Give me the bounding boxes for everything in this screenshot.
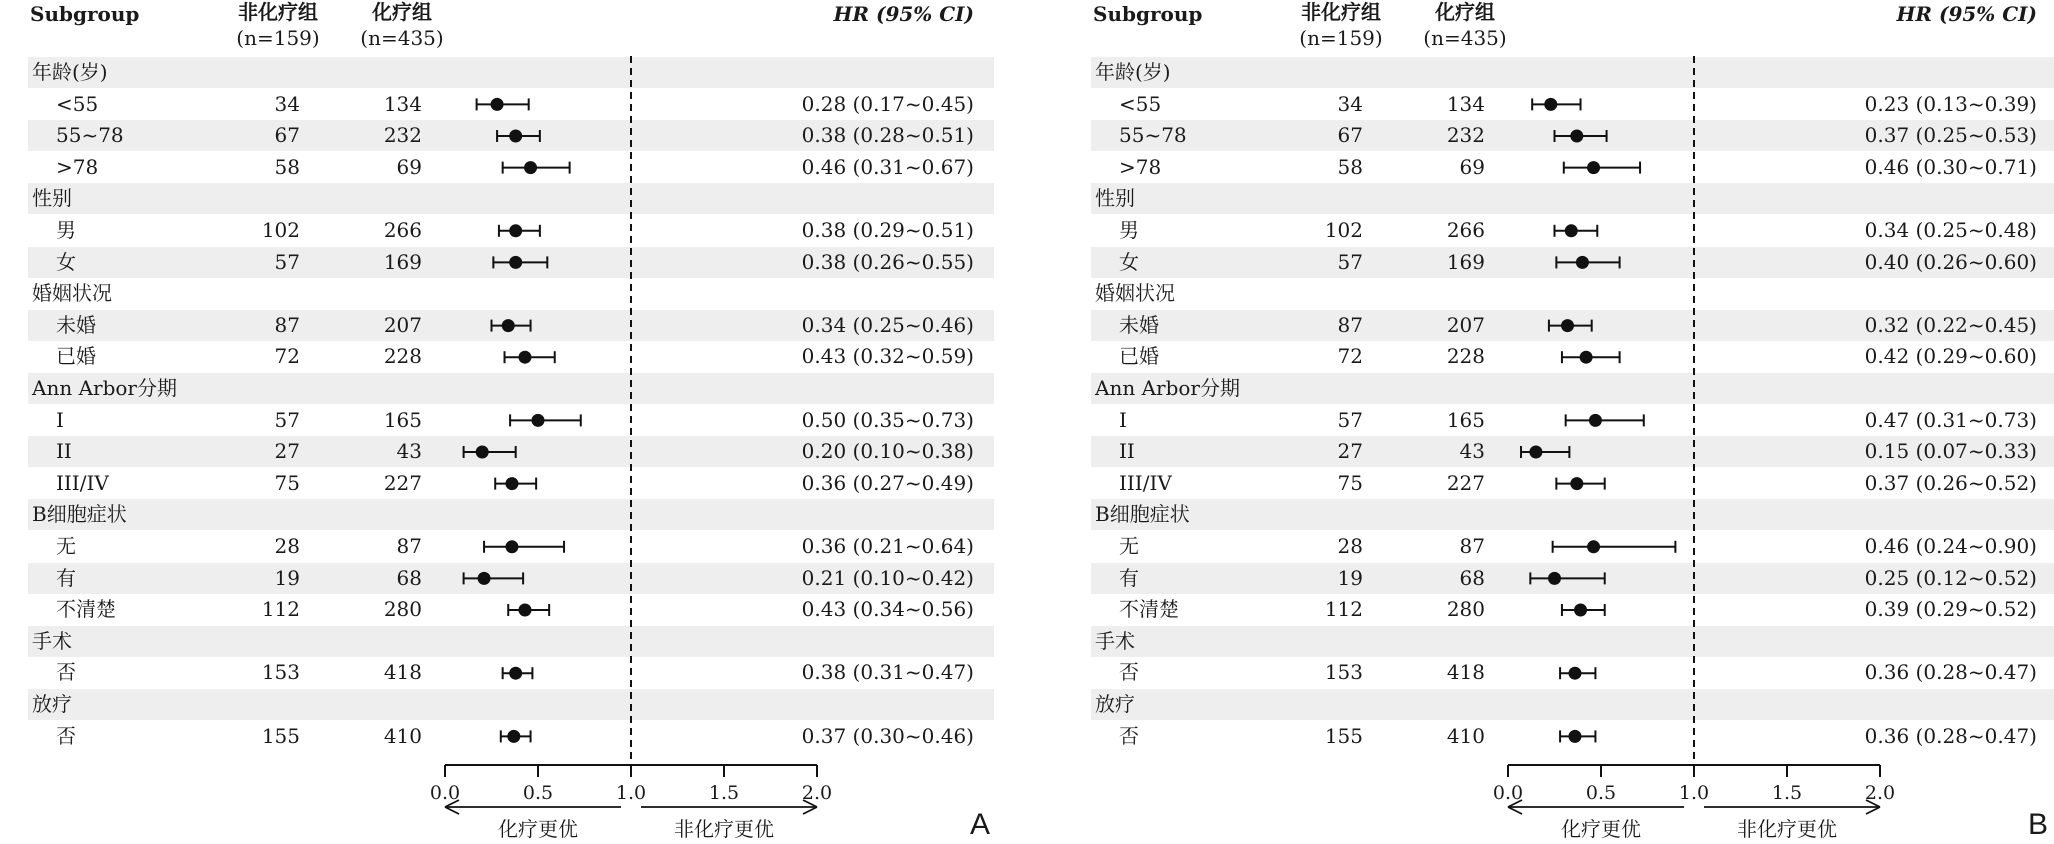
hr-ci-text: 0.40 (0.26~0.60) xyxy=(1864,249,2037,274)
hr-point xyxy=(1570,130,1583,143)
subgroup-level-label: III/IV xyxy=(1119,470,1172,495)
hr-point xyxy=(507,730,520,743)
hr-ci-text: 0.37 (0.30~0.46) xyxy=(801,723,974,748)
group1-count: 57 xyxy=(274,249,300,274)
forest-plot-svg xyxy=(1063,0,2054,844)
subgroup-level-label: 55~78 xyxy=(1119,123,1187,148)
hr-ci-text: 0.37 (0.26~0.52) xyxy=(1864,470,2037,495)
subgroup-level-label: <55 xyxy=(1119,91,1162,116)
group1-n: (n=159) xyxy=(1299,26,1383,50)
x-tick-label: 1.5 xyxy=(708,782,740,804)
group2-count: 87 xyxy=(1459,534,1485,558)
group1-count: 102 xyxy=(1324,218,1363,242)
x-tick-label: 0.5 xyxy=(1585,782,1617,804)
group2-count: 232 xyxy=(1446,123,1485,148)
hr-ci-text: 0.43 (0.34~0.56) xyxy=(801,597,974,622)
hr-header: HR (95% CI) xyxy=(1896,2,2037,26)
subgroup-category-label: 性别 xyxy=(32,186,72,211)
subgroup-category-label: 手术 xyxy=(1095,628,1135,653)
group2-count: 165 xyxy=(1446,407,1485,432)
x-tick-label: 2.0 xyxy=(1864,782,1896,804)
subgroup-category-label: B细胞症状 xyxy=(32,502,127,527)
group2-count: 266 xyxy=(383,218,422,242)
group2-count: 410 xyxy=(1446,723,1485,748)
group2-count: 280 xyxy=(383,597,422,622)
x-tick-label: 1.5 xyxy=(1771,782,1803,804)
subgroup-header: Subgroup xyxy=(30,2,140,26)
group1-count: 57 xyxy=(1337,249,1363,274)
hr-point xyxy=(502,319,515,332)
hr-ci-text: 0.46 (0.24~0.90) xyxy=(1864,534,2037,558)
group2-count: 266 xyxy=(1446,218,1485,242)
x-tick-label: 1.0 xyxy=(1678,782,1710,804)
group1-count: 58 xyxy=(274,154,300,179)
group2-count: 69 xyxy=(1459,154,1485,179)
hr-ci-text: 0.36 (0.28~0.47) xyxy=(1864,723,2037,748)
hr-point xyxy=(1587,540,1600,553)
group1-count: 57 xyxy=(1337,407,1363,432)
subgroup-category-label: 婚姻状况 xyxy=(32,281,112,306)
group2-header: 化疗组 xyxy=(372,0,432,24)
group1-count: 75 xyxy=(1337,470,1363,495)
hr-ci-text: 0.47 (0.31~0.73) xyxy=(1864,407,2037,432)
hr-ci-text: 0.46 (0.31~0.67) xyxy=(801,154,974,179)
hr-point xyxy=(1529,446,1542,459)
hr-point xyxy=(509,256,522,269)
subgroup-level-label: I xyxy=(56,407,64,432)
left-direction-label: 化疗更优 xyxy=(1561,817,1641,841)
group1-count: 72 xyxy=(274,344,300,369)
right-direction-label: 非化疗更优 xyxy=(674,817,774,841)
subgroup-level-label: 否 xyxy=(56,723,76,748)
group1-count: 67 xyxy=(274,123,300,148)
hr-ci-text: 0.38 (0.26~0.55) xyxy=(801,249,974,274)
subgroup-level-label: III/IV xyxy=(56,470,109,495)
hr-point xyxy=(1544,98,1557,111)
hr-point xyxy=(1574,604,1587,617)
group1-count: 155 xyxy=(1324,723,1363,748)
group1-count: 67 xyxy=(1337,123,1363,148)
hr-point xyxy=(509,130,522,143)
forest-plot-panel-a xyxy=(0,0,1000,844)
hr-ci-text: 0.38 (0.28~0.51) xyxy=(801,123,974,148)
subgroup-level-label: >78 xyxy=(56,154,99,179)
x-tick-label: 0.0 xyxy=(429,782,461,804)
group1-count: 153 xyxy=(261,660,300,685)
hr-point xyxy=(1576,256,1589,269)
hr-point xyxy=(1587,161,1600,174)
hr-ci-text: 0.28 (0.17~0.45) xyxy=(801,91,974,116)
subgroup-level-label: 有 xyxy=(56,565,76,590)
subgroup-level-label: 女 xyxy=(1119,249,1139,274)
group2-count: 43 xyxy=(1459,439,1485,464)
subgroup-category-label: Ann Arbor分期 xyxy=(32,376,177,400)
subgroup-category-label: 年龄(岁) xyxy=(1095,60,1171,84)
subgroup-category-label: 性别 xyxy=(1095,186,1135,211)
hr-point xyxy=(1589,414,1602,427)
subgroup-level-label: <55 xyxy=(56,91,99,116)
subgroup-level-label: 已婚 xyxy=(56,344,96,369)
left-direction-label: 化疗更优 xyxy=(498,817,578,841)
hr-ci-text: 0.25 (0.12~0.52) xyxy=(1864,565,2037,590)
group2-count: 68 xyxy=(1459,565,1485,590)
group1-count: 155 xyxy=(261,723,300,748)
group2-count: 43 xyxy=(396,439,422,464)
group2-n: (n=435) xyxy=(1423,26,1507,50)
group2-count: 68 xyxy=(396,565,422,590)
group2-count: 228 xyxy=(1446,344,1485,369)
subgroup-level-label: 否 xyxy=(56,660,76,685)
subgroup-level-label: 男 xyxy=(56,218,76,242)
group1-count: 28 xyxy=(274,534,300,558)
hr-point xyxy=(509,224,522,237)
hr-point xyxy=(509,667,522,680)
hr-ci-text: 0.21 (0.10~0.42) xyxy=(801,565,974,590)
hr-ci-text: 0.38 (0.29~0.51) xyxy=(801,218,974,242)
group2-count: 134 xyxy=(383,91,422,116)
hr-point xyxy=(1561,319,1574,332)
subgroup-level-label: I xyxy=(1119,407,1127,432)
right-direction-label: 非化疗更优 xyxy=(1737,817,1837,841)
hr-ci-text: 0.20 (0.10~0.38) xyxy=(801,439,974,464)
group1-count: 19 xyxy=(274,565,300,590)
group2-count: 227 xyxy=(383,470,422,495)
x-tick-label: 0.5 xyxy=(522,782,554,804)
hr-ci-text: 0.36 (0.21~0.64) xyxy=(801,534,974,558)
group2-count: 169 xyxy=(1446,249,1485,274)
panel-letter: A xyxy=(970,808,991,841)
group1-count: 75 xyxy=(274,470,300,495)
hr-ci-text: 0.34 (0.25~0.46) xyxy=(801,312,974,337)
group2-count: 165 xyxy=(383,407,422,432)
group2-count: 207 xyxy=(1446,312,1485,337)
hr-point xyxy=(505,477,518,490)
hr-ci-text: 0.50 (0.35~0.73) xyxy=(801,407,974,432)
forest-plot-panel-b xyxy=(1063,0,2054,844)
hr-point xyxy=(505,540,518,553)
subgroup-level-label: 未婚 xyxy=(56,312,96,337)
hr-ci-text: 0.34 (0.25~0.48) xyxy=(1864,218,2037,242)
x-tick-label: 0.0 xyxy=(1492,782,1524,804)
hr-ci-text: 0.39 (0.29~0.52) xyxy=(1864,597,2037,622)
hr-point xyxy=(476,446,489,459)
subgroup-level-label: II xyxy=(1119,439,1135,464)
group1-count: 102 xyxy=(261,218,300,242)
group2-count: 69 xyxy=(396,154,422,179)
subgroup-category-label: Ann Arbor分期 xyxy=(1095,376,1240,400)
subgroup-level-label: 不清楚 xyxy=(1119,597,1179,622)
subgroup-level-label: 未婚 xyxy=(1119,312,1159,337)
subgroup-level-label: 否 xyxy=(1119,660,1139,685)
group2-n: (n=435) xyxy=(360,26,444,50)
group1-count: 19 xyxy=(1337,565,1363,590)
hr-ci-text: 0.36 (0.27~0.49) xyxy=(801,470,974,495)
subgroup-level-label: 已婚 xyxy=(1119,344,1159,369)
subgroup-level-label: 男 xyxy=(1119,218,1139,242)
group2-count: 134 xyxy=(1446,91,1485,116)
subgroup-header: Subgroup xyxy=(1093,2,1203,26)
group1-count: 87 xyxy=(274,312,300,337)
group1-count: 34 xyxy=(274,91,300,116)
hr-ci-text: 0.23 (0.13~0.39) xyxy=(1864,91,2037,116)
group1-count: 112 xyxy=(261,597,300,622)
group1-header: 非化疗组 xyxy=(238,0,318,24)
subgroup-level-label: 否 xyxy=(1119,723,1139,748)
group2-count: 232 xyxy=(383,123,422,148)
hr-ci-text: 0.46 (0.30~0.71) xyxy=(1864,154,2037,179)
subgroup-level-label: 有 xyxy=(1119,565,1139,590)
group1-count: 112 xyxy=(1324,597,1363,622)
subgroup-category-label: 年龄(岁) xyxy=(32,60,108,84)
group2-count: 87 xyxy=(396,534,422,558)
subgroup-level-label: >78 xyxy=(1119,154,1162,179)
group1-header: 非化疗组 xyxy=(1301,0,1381,24)
hr-ci-text: 0.43 (0.32~0.59) xyxy=(801,344,974,369)
hr-point xyxy=(518,351,531,364)
subgroup-category-label: 放疗 xyxy=(1095,692,1135,716)
hr-point xyxy=(532,414,545,427)
hr-ci-text: 0.37 (0.25~0.53) xyxy=(1864,123,2037,148)
group1-count: 28 xyxy=(1337,534,1363,558)
group1-count: 87 xyxy=(1337,312,1363,337)
hr-point xyxy=(1580,351,1593,364)
x-tick-label: 2.0 xyxy=(801,782,833,804)
group2-count: 280 xyxy=(1446,597,1485,622)
hr-point xyxy=(1565,224,1578,237)
group1-count: 153 xyxy=(1324,660,1363,685)
subgroup-category-label: B细胞症状 xyxy=(1095,502,1190,527)
subgroup-level-label: 无 xyxy=(56,534,76,558)
group1-count: 27 xyxy=(274,439,300,464)
hr-point xyxy=(518,604,531,617)
group1-count: 27 xyxy=(1337,439,1363,464)
group2-count: 418 xyxy=(1446,660,1485,685)
group1-count: 34 xyxy=(1337,91,1363,116)
hr-point xyxy=(1548,572,1561,585)
group2-count: 418 xyxy=(383,660,422,685)
hr-ci-text: 0.15 (0.07~0.33) xyxy=(1864,439,2037,464)
hr-point xyxy=(1570,477,1583,490)
hr-header: HR (95% CI) xyxy=(833,2,974,26)
subgroup-category-label: 婚姻状况 xyxy=(1095,281,1175,306)
group2-count: 169 xyxy=(383,249,422,274)
group2-count: 228 xyxy=(383,344,422,369)
hr-point xyxy=(491,98,504,111)
hr-ci-text: 0.32 (0.22~0.45) xyxy=(1864,312,2037,337)
hr-point xyxy=(1568,730,1581,743)
group2-count: 227 xyxy=(1446,470,1485,495)
subgroup-level-label: 女 xyxy=(56,249,76,274)
subgroup-category-label: 手术 xyxy=(32,628,72,653)
forest-plot-svg xyxy=(0,0,1000,844)
subgroup-category-label: 放疗 xyxy=(32,692,72,716)
group1-count: 72 xyxy=(1337,344,1363,369)
group1-count: 58 xyxy=(1337,154,1363,179)
group2-count: 410 xyxy=(383,723,422,748)
group2-count: 207 xyxy=(383,312,422,337)
hr-point xyxy=(524,161,537,174)
group1-count: 57 xyxy=(274,407,300,432)
hr-point xyxy=(1568,667,1581,680)
hr-point xyxy=(478,572,491,585)
subgroup-level-label: II xyxy=(56,439,72,464)
hr-ci-text: 0.38 (0.31~0.47) xyxy=(801,660,974,685)
subgroup-level-label: 55~78 xyxy=(56,123,124,148)
group2-header: 化疗组 xyxy=(1435,0,1495,24)
group1-n: (n=159) xyxy=(236,26,320,50)
panel-letter: B xyxy=(2028,808,2049,841)
subgroup-level-label: 不清楚 xyxy=(56,597,116,622)
hr-ci-text: 0.36 (0.28~0.47) xyxy=(1864,660,2037,685)
subgroup-level-label: 无 xyxy=(1119,534,1139,558)
hr-ci-text: 0.42 (0.29~0.60) xyxy=(1864,344,2037,369)
x-tick-label: 1.0 xyxy=(615,782,647,804)
